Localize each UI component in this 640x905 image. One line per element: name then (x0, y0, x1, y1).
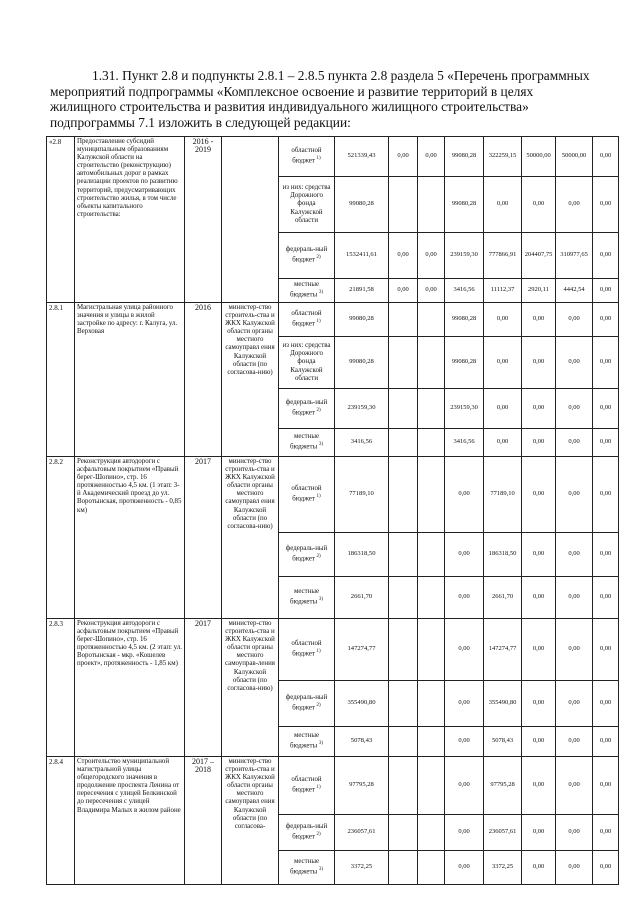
year-amount (389, 303, 418, 337)
measure-name: Реконструкция автодороги с асфальтовым покрытием «Правый берег-Шопино», стр. 16 протяженностью 4,5 км. (2 этап: ул. Воротынская - мкр. «Кошелев проект», протяженность - 1,85 км) (75, 619, 185, 757)
year-amount: 0,00 (484, 303, 522, 337)
year-amount: 0,00 (593, 279, 619, 303)
table-row (47, 619, 619, 681)
year-amount (418, 619, 445, 681)
year-amount (418, 177, 445, 233)
year-amount: 0,00 (418, 279, 445, 303)
year-amount: 0,00 (522, 815, 556, 851)
year-amount: 0,00 (556, 337, 593, 389)
year-amount: 4442,54 (556, 279, 593, 303)
year-amount: 0,00 (593, 727, 619, 757)
year-amount: 0,00 (522, 727, 556, 757)
year-amount: 0,00 (389, 279, 418, 303)
total-amount: 239159,30 (335, 389, 389, 429)
year-amount: 50000,00 (522, 137, 556, 177)
year-amount: 0,00 (556, 577, 593, 619)
footnote-ref: 2) (316, 832, 321, 838)
item-number: 2.8.3 (47, 619, 75, 757)
year-amount: 3416,56 (445, 429, 484, 457)
year-amount: 0,00 (445, 851, 484, 885)
year-amount: 0,00 (522, 619, 556, 681)
year-amount: 0,00 (556, 681, 593, 727)
year-amount (418, 533, 445, 577)
year-amount: 3372,25 (484, 851, 522, 885)
year-amount: 239159,30 (445, 389, 484, 429)
year-amount (389, 429, 418, 457)
funding-source: федераль-ный бюджет $^{2)}$ (279, 681, 335, 727)
funding-source: областной бюджет $^{1)}$ (279, 619, 335, 681)
year-amount (389, 337, 418, 389)
year-amount: 99080,28 (445, 137, 484, 177)
year-amount: 0,00 (593, 681, 619, 727)
year-amount (389, 457, 418, 533)
year-amount: 0,00 (556, 815, 593, 851)
implementation-period: 2016 - 2019 (185, 137, 222, 303)
footnote-ref: 3) (318, 867, 324, 873)
footnote-ref: 2) (316, 408, 321, 414)
year-amount: 0,00 (522, 303, 556, 337)
year-amount: 0,00 (556, 757, 593, 815)
year-amount (418, 457, 445, 533)
year-amount: 0,00 (522, 457, 556, 533)
year-amount: 0,00 (389, 233, 418, 279)
item-number: 2.8.1 (47, 303, 75, 457)
total-amount: 99080,28 (335, 177, 389, 233)
year-amount: 0,00 (593, 815, 619, 851)
year-amount: 322259,15 (484, 137, 522, 177)
year-amount: 0,00 (593, 429, 619, 457)
measure-name: Строительство муниципальной магистральной улицы общегородского значения в продолжение проспекта Ленина от пересечения с улицей Белкинской до пересечения с улицей Владимира Малых в жилом районе (75, 757, 185, 885)
year-amount: 0,00 (593, 337, 619, 389)
total-amount: 5078,43 (335, 727, 389, 757)
year-amount: 0,00 (522, 757, 556, 815)
year-amount: 0,00 (556, 619, 593, 681)
year-amount: 0,00 (522, 577, 556, 619)
year-amount (418, 681, 445, 727)
year-amount: 0,00 (484, 389, 522, 429)
year-amount: 0,00 (556, 727, 593, 757)
year-amount: 0,00 (445, 681, 484, 727)
year-amount: 99080,28 (445, 337, 484, 389)
measure-name: Предоставление субсидий муниципальным образованиям Калужской области на строительство (реконструкцию) автомобильных дорог в рамках реализации проектов по развитию территорий, предусматривающих строительство жилья, в том числе объекты капитального строительства: (75, 137, 185, 303)
year-amount: 147274,77 (484, 619, 522, 681)
year-amount: 777866,91 (484, 233, 522, 279)
funding-source: областной бюджет $^{1)}$ (279, 757, 335, 815)
year-amount: 0,00 (389, 137, 418, 177)
table-row (47, 757, 619, 815)
footnote-ref: 1) (316, 319, 321, 325)
year-amount: 0,00 (418, 233, 445, 279)
executor: министер-ство строитель-ства и ЖКХ Калужской области органы местного самоуправл ения Калужской области (по согласова-нию) (222, 457, 279, 619)
year-amount: 0,00 (593, 577, 619, 619)
year-amount: 2920,11 (522, 279, 556, 303)
year-amount: 77189,10 (484, 457, 522, 533)
total-amount: 99080,28 (335, 337, 389, 389)
year-amount (418, 337, 445, 389)
year-amount (418, 389, 445, 429)
measure-name: Магистральная улица районного значения и улицы в жилой застройке по адресу: г. Калуга, ул. Верховая (75, 303, 185, 457)
year-amount: 0,00 (593, 137, 619, 177)
total-amount: 186318,50 (335, 533, 389, 577)
total-amount: 521339,43 (335, 137, 389, 177)
year-amount: 99080,28 (445, 303, 484, 337)
heading-line-3: жилищного строительства и развития индивидуального жилищного строительства» (50, 99, 529, 114)
year-amount: 0,00 (593, 457, 619, 533)
year-amount: 0,00 (522, 389, 556, 429)
year-amount: 99080,28 (445, 177, 484, 233)
year-amount (389, 533, 418, 577)
year-amount (389, 389, 418, 429)
year-amount: 0,00 (522, 429, 556, 457)
year-amount: 0,00 (556, 303, 593, 337)
year-amount (389, 815, 418, 851)
year-amount: 0,00 (445, 619, 484, 681)
year-amount: 0,00 (556, 429, 593, 457)
total-amount: 21891,58 (335, 279, 389, 303)
year-amount: 0,00 (522, 851, 556, 885)
table-row (47, 303, 619, 337)
footnote-ref: 3) (318, 442, 324, 448)
year-amount (389, 757, 418, 815)
year-amount (418, 303, 445, 337)
year-amount: 186318,50 (484, 533, 522, 577)
funding-source: из них: средства Дорожного фонда Калужской области (279, 177, 335, 233)
year-amount: 0,00 (418, 137, 445, 177)
table-row (47, 137, 619, 177)
footnote-ref: 3) (318, 597, 324, 603)
total-amount: 147274,77 (335, 619, 389, 681)
implementation-period: 2016 (185, 303, 222, 457)
executor: министер-ство строитель-ства и ЖКХ Калужской области органы местного самоуправл ения Калужской области (по согласова-нию) (222, 303, 279, 457)
footnote-ref: 3) (318, 741, 324, 747)
funding-source: федераль-ный бюджет $^{2)}$ (279, 533, 335, 577)
year-amount: 0,00 (522, 177, 556, 233)
section-heading (50, 68, 622, 130)
executor: министер-ство строитель-ства и ЖКХ Калужской области органы местного самоуправ-ления Калужской области (по согласова-нию) (222, 619, 279, 757)
year-amount (389, 619, 418, 681)
year-amount (389, 177, 418, 233)
heading-line-2: мероприятий подпрограммы «Комплексное освоение и развитие территорий в целях (50, 83, 534, 99)
year-amount: 0,00 (593, 303, 619, 337)
total-amount: 99080,28 (335, 303, 389, 337)
executor: министер-ство строитель-ства и ЖКХ Калужской области органы местного самоуправл ения Калужской области (по согласова- (222, 757, 279, 885)
footnote-ref: 2) (316, 255, 321, 261)
measure-name: Реконструкция автодороги с асфальтовым покрытием «Правый берег-Шопино», стр. 16 протяженностью 4,5 км. (1 этап: 3-й Академический проезд до ул. Воротынская, протяженность - 0,85 км) (75, 457, 185, 619)
item-number: 2.8.4 (47, 757, 75, 885)
implementation-period: 2017 – 2018 (185, 757, 222, 885)
year-amount: 0,00 (522, 533, 556, 577)
year-amount: 3416,56 (445, 279, 484, 303)
funding-source: федераль-ный бюджет $^{2)}$ (279, 389, 335, 429)
table-row (47, 457, 619, 533)
year-amount (418, 757, 445, 815)
footnote-ref: 2) (316, 554, 321, 560)
year-amount: 0,00 (593, 851, 619, 885)
year-amount (389, 577, 418, 619)
funding-source: местные бюджеты $^{3)}$ (279, 577, 335, 619)
footnote-ref: 3) (318, 290, 324, 296)
funding-source: из них: средства Дорожного фонда Калужской области (279, 337, 335, 389)
total-amount: 77189,10 (335, 457, 389, 533)
year-amount: 239159,30 (445, 233, 484, 279)
total-amount: 355490,80 (335, 681, 389, 727)
year-amount: 11112,37 (484, 279, 522, 303)
year-amount: 0,00 (556, 177, 593, 233)
year-amount: 2661,70 (484, 577, 522, 619)
year-amount: 0,00 (593, 233, 619, 279)
year-amount (418, 577, 445, 619)
total-amount: 236057,61 (335, 815, 389, 851)
year-amount: 0,00 (445, 727, 484, 757)
year-amount: 0,00 (522, 681, 556, 727)
year-amount (418, 727, 445, 757)
total-amount: 1532411,61 (335, 233, 389, 279)
year-amount: 0,00 (445, 533, 484, 577)
year-amount: 236057,61 (484, 815, 522, 851)
year-amount: 0,00 (556, 389, 593, 429)
year-amount: 0,00 (593, 619, 619, 681)
total-amount: 2661,70 (335, 577, 389, 619)
total-amount: 3372,25 (335, 851, 389, 885)
total-amount: 3416,56 (335, 429, 389, 457)
year-amount: 0,00 (484, 337, 522, 389)
heading-line-1: 1.31. Пункт 2.8 и подпункты 2.8.1 – 2.8.5 пункта 2.8 раздела 5 «Перечень программных (92, 68, 590, 83)
program-measures-table (46, 136, 619, 885)
year-amount: 0,00 (556, 457, 593, 533)
year-amount: 0,00 (593, 757, 619, 815)
funding-source: местные бюджеты $^{3)}$ (279, 851, 335, 885)
item-number: «2.8 (47, 137, 75, 303)
year-amount: 0,00 (556, 851, 593, 885)
year-amount: 0,00 (484, 177, 522, 233)
year-amount: 0,00 (445, 457, 484, 533)
implementation-period: 2017 (185, 457, 222, 619)
year-amount: 355490,80 (484, 681, 522, 727)
year-amount: 0,00 (484, 429, 522, 457)
funding-source: областной бюджет $^{1)}$ (279, 303, 335, 337)
heading-line-4: подпрограммы 7.1 изложить в следующей редакции: (50, 114, 351, 130)
footnote-ref: 2) (316, 703, 321, 709)
footnote-ref: 1) (316, 494, 321, 500)
year-amount: 0,00 (593, 177, 619, 233)
year-amount (418, 851, 445, 885)
footnote-ref: 1) (316, 785, 321, 791)
year-amount: 97795,28 (484, 757, 522, 815)
year-amount: 0,00 (445, 815, 484, 851)
year-amount (418, 429, 445, 457)
executor (222, 137, 279, 303)
funding-source: местные бюджеты $^{3)}$ (279, 279, 335, 303)
year-amount (389, 681, 418, 727)
year-amount: 5078,43 (484, 727, 522, 757)
funding-source: местные бюджеты $^{3)}$ (279, 429, 335, 457)
footnote-ref: 1) (316, 649, 321, 655)
year-amount: 310977,65 (556, 233, 593, 279)
funding-source: областной бюджет $^{1)}$ (279, 137, 335, 177)
year-amount (418, 815, 445, 851)
year-amount: 0,00 (556, 533, 593, 577)
year-amount: 50000,00 (556, 137, 593, 177)
funding-source: федераль-ный бюджет $^{2)}$ (279, 233, 335, 279)
footnote-ref: 1) (316, 156, 321, 162)
funding-source: местные бюджеты $^{3)}$ (279, 727, 335, 757)
year-amount: 0,00 (593, 389, 619, 429)
year-amount: 204407,75 (522, 233, 556, 279)
year-amount: 0,00 (445, 757, 484, 815)
funding-source: федераль-ный бюджет $^{2)}$ (279, 815, 335, 851)
year-amount: 0,00 (522, 337, 556, 389)
item-number: 2.8.2 (47, 457, 75, 619)
year-amount (389, 727, 418, 757)
year-amount: 0,00 (593, 533, 619, 577)
implementation-period: 2017 (185, 619, 222, 757)
year-amount (389, 851, 418, 885)
funding-source: областной бюджет $^{1)}$ (279, 457, 335, 533)
total-amount: 97795,28 (335, 757, 389, 815)
year-amount: 0,00 (445, 577, 484, 619)
